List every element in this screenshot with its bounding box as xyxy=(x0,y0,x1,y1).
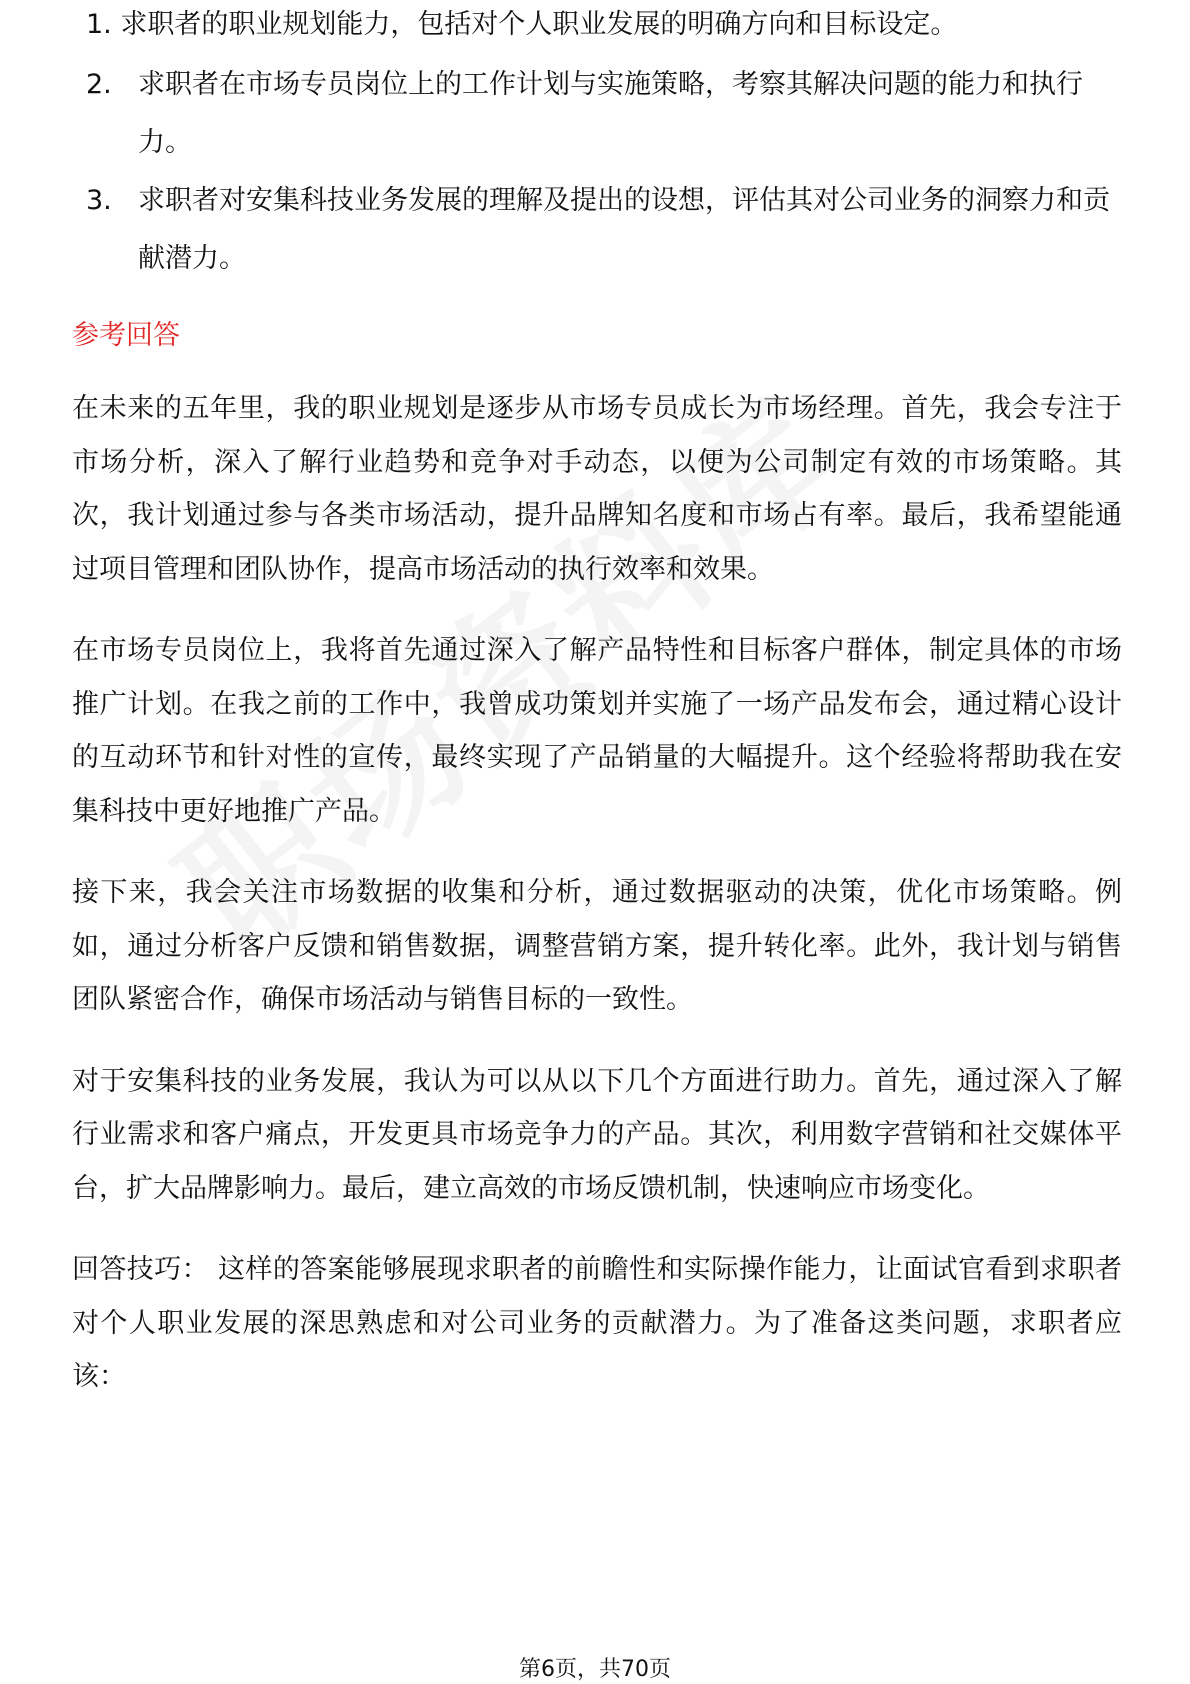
list-item-number: 3. xyxy=(86,185,112,216)
answer-paragraph: 对于安集科技的业务发展，我认为可以从以下几个方面进行助力。首先，通过深入了解行业需求和客户痛点，开发更具市场竞争力的产品。其次，利用数字营销和社交媒体平台，扩大品牌影响力。最后，建立高效的市场反馈机制，快速响应市场变化。 xyxy=(72,1065,1122,1204)
partial-list-item-text: 1. 求职者的职业规划能力，包括对个人职业发展的明确方向和目标设定。 xyxy=(86,9,958,40)
answer-paragraph: 在未来的五年里，我的职业规划是逐步从市场专员成长为市场经理。首先，我会专注于市场分析，深入了解行业趋势和竞争对手动态，以便为公司制定有效的市场策略。其次，我计划通过参与各类市场活动，提升品牌知名度和市场占有率。最后，我希望能通过项目管理和团队协作，提高市场活动的执行效率和效果。 xyxy=(72,393,1122,585)
reference-answer-heading: 参考回答 xyxy=(72,320,180,351)
list-item xyxy=(86,56,1122,172)
evaluation-criteria-list xyxy=(72,56,1122,288)
document-body xyxy=(72,9,1122,1432)
list-item-text: 求职者在市场专员岗位上的工作计划与实施策略，考察其解决问题的能力和执行力。 xyxy=(138,69,1083,158)
list-item xyxy=(86,172,1122,288)
answer-paragraph: 接下来，我会关注市场数据的收集和分析，通过数据驱动的决策，优化市场策略。例如，通过分析客户反馈和销售数据，调整营销方案，提升转化率。此外，我计划与销售团队紧密合作，确保市场活动与销售目标的一致性。 xyxy=(72,877,1122,1015)
partial-list-item xyxy=(86,9,1122,56)
list-item-text: 求职者对安集科技业务发展的理解及提出的设想，评估其对公司业务的洞察力和贡献潜力。 xyxy=(138,185,1110,274)
page-number: 第6页，共70页 xyxy=(519,1657,671,1682)
answer-paragraph: 在市场专员岗位上，我将首先通过深入了解产品特性和目标客户群体，制定具体的市场推广计划。在我之前的工作中，我曾成功策划并实施了一场产品发布会，通过精心设计的互动环节和针对性的宣传，最终实现了产品销量的大幅提升。这个经验将帮助我在安集科技中更好地推广产品。 xyxy=(72,635,1122,827)
list-item-number: 2. xyxy=(86,69,112,100)
answer-tips-paragraph: 回答技巧： 这样的答案能够展现求职者的前瞻性和实际操作能力，让面试官看到求职者对个人职业发展的深思熟虑和对公司业务的贡献潜力。为了准备这类问题，求职者应该： xyxy=(72,1254,1122,1392)
